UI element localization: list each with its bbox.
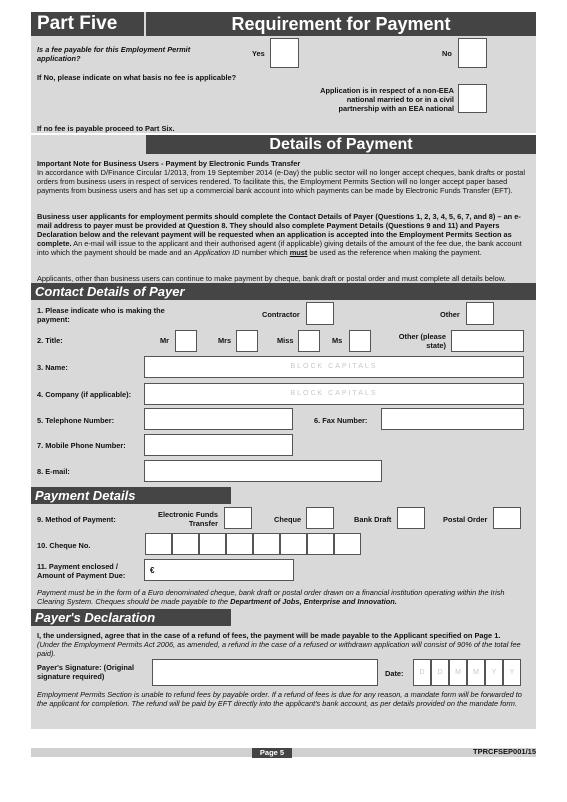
- signature-field[interactable]: [152, 659, 378, 686]
- business-users-bold: Business user applicants for employment permits should complete the Contact Details of Payer (Questions 1, 2, 3, 4, 5, 6, 7, and 8) – an e-mail address to payer must be provided at Question 8. They should also complete Payment Details (Questions 9 and 11) and Payers Declaration below and the relevant payment will be requested when an application is accepted into the Employment Permits Section as complete.: [37, 212, 521, 248]
- cheque-digit-box[interactable]: [145, 533, 172, 555]
- date-digit-box[interactable]: Y: [485, 659, 503, 686]
- date-label: Date:: [385, 669, 404, 678]
- date-digit-box[interactable]: M: [467, 659, 485, 686]
- q4-label: 4. Company (if applicable):: [37, 390, 132, 399]
- bank-draft-checkbox[interactable]: [397, 507, 425, 529]
- declaration-note: (Under the Employment Permits Act 2006, as amended, a refund in the case of a refused or withdrawn application will consist of 90% of the total fee paid).: [37, 640, 521, 658]
- form-code: TPRCFSEP001/15: [473, 747, 536, 756]
- payment-details-header: Payment Details: [31, 487, 231, 504]
- q1-label: 1. Please indicate who is making the payment:: [37, 306, 165, 324]
- non-eea-label: Application is in respect of a non-EEA national married to or in a civil partnership with an EEA national: [320, 86, 454, 113]
- payment-note: [37, 588, 530, 606]
- application-id-text: Application ID: [193, 248, 240, 257]
- postal-order-checkbox[interactable]: [493, 507, 521, 529]
- q7-label: 7. Mobile Phone Number:: [37, 441, 126, 450]
- cheque-checkbox[interactable]: [306, 507, 334, 529]
- mr-label: Mr: [160, 336, 170, 345]
- cheque-digit-box[interactable]: [172, 533, 199, 555]
- postal-order-label: Postal Order: [443, 515, 488, 524]
- fax-field[interactable]: [381, 408, 524, 430]
- company-field[interactable]: BLOCK CAPITALS: [144, 383, 524, 405]
- q5-label: 5. Telephone Number:: [37, 416, 115, 425]
- cheque-digit-box[interactable]: [280, 533, 307, 555]
- q11-label: 11. Payment enclosed / Amount of Payment Due:: [37, 562, 126, 580]
- signature-label: Payer's Signature: (Original signature required): [37, 663, 135, 681]
- cheque-digit-box[interactable]: [253, 533, 280, 555]
- business-users-rest-3: be used as the reference when making the payment.: [307, 248, 482, 257]
- cheque-digit-box[interactable]: [199, 533, 226, 555]
- other-title-field[interactable]: [451, 330, 524, 352]
- business-users-note: [37, 212, 530, 257]
- eft-label: Electronic Funds Transfer: [158, 510, 218, 528]
- date-digit-box[interactable]: D: [413, 659, 431, 686]
- eft-note-body: In accordance with D/Finance Circular 1/2013, from 19 September 2014 (e-Day) the public sector will no longer accept cheques, bank drafts or postal orders from business users in respect of services rendered. To facilitate this, the Employment Permits Section will no longer accept paper based payments from business users and has set up a commercial bank account into which payments can be made by Electronic Funds Transfer (EFT).: [37, 168, 526, 195]
- date-digit-box[interactable]: Y: [503, 659, 521, 686]
- date-digit-box[interactable]: D: [431, 659, 449, 686]
- no-label: No: [442, 49, 452, 58]
- q6-label: 6. Fax Number:: [314, 416, 368, 425]
- q2-label: 2. Title:: [37, 336, 63, 345]
- refund-note: Employment Permits Section is unable to refund fees by payable order. If a refund of fees is due for any reason, a mandate form will be forwarded to the applicant for completion. The refund will be paid by EFT directly into the applicant's bank account, as per details provided on the mandate form.: [37, 690, 522, 708]
- details-title: Details of Payment: [146, 135, 536, 154]
- basis-question: If No, please indicate on what basis no fee is applicable?: [37, 73, 237, 82]
- ms-label: Ms: [332, 336, 343, 345]
- contractor-checkbox[interactable]: [306, 302, 334, 325]
- must-text: must: [289, 248, 308, 257]
- proceed-note: If no fee is payable proceed to Part Six.: [37, 124, 175, 133]
- other-payer-checkbox[interactable]: [466, 302, 494, 325]
- part-label: Part Five: [31, 12, 144, 36]
- telephone-field[interactable]: [144, 408, 293, 430]
- cheque-label: Cheque: [274, 515, 302, 524]
- amount-field[interactable]: [144, 559, 294, 581]
- yes-label: Yes: [252, 49, 265, 58]
- cheque-digit-box[interactable]: [334, 533, 361, 555]
- non-eea-checkbox[interactable]: [458, 84, 487, 113]
- mrs-label: Mrs: [218, 336, 232, 345]
- fee-question: Is a fee payable for this Employment Permit application?: [37, 45, 191, 63]
- euro-symbol: €: [150, 566, 155, 575]
- payment-note-bold: Department of Jobs, Enterprise and Innovation.: [230, 597, 397, 606]
- name-field[interactable]: BLOCK CAPITALS: [144, 356, 524, 378]
- business-users-rest-1: An e-mail will issue to the applicant and their authorised agent (if applicable) giving details of the amount of the fee due, the bank account into which the payment should be made and an: [37, 239, 522, 257]
- email-field[interactable]: [144, 460, 382, 482]
- q3-label: 3. Name:: [37, 363, 68, 372]
- eft-note-title: Important Note for Business Users - Payment by Electronic Funds Transfer: [37, 159, 301, 168]
- miss-label: Miss: [277, 336, 294, 345]
- bank-draft-label: Bank Draft: [354, 515, 392, 524]
- ms-checkbox[interactable]: [349, 330, 371, 352]
- eft-checkbox[interactable]: [224, 507, 252, 529]
- cheque-digit-box[interactable]: [226, 533, 253, 555]
- payment-note-text: Payment must be in the form of a Euro denominated cheque, bank draft or postal order drawn on a financial institution operating within the Irish Clearing System. Cheques should be made payable to the: [37, 588, 505, 606]
- contractor-label: Contractor: [262, 310, 300, 319]
- fee-no-checkbox[interactable]: [458, 38, 487, 68]
- business-users-rest-2: number which: [239, 248, 290, 257]
- date-digit-box[interactable]: M: [449, 659, 467, 686]
- miss-checkbox[interactable]: [298, 330, 320, 352]
- mobile-field[interactable]: [144, 434, 293, 456]
- other-label: Other: [440, 310, 460, 319]
- declaration-text: I, the undersigned, agree that in the case of a refund of fees, the payment will be made payable to the Applicant specified on Page 1.: [37, 631, 501, 640]
- contact-details-header: Contact Details of Payer: [31, 283, 536, 300]
- other-state-label: Other (please state): [398, 332, 446, 350]
- fee-yes-checkbox[interactable]: [270, 38, 299, 68]
- q9-label: 9. Method of Payment:: [37, 515, 116, 524]
- q10-label: 10. Cheque No.: [37, 541, 91, 550]
- declaration-header: Payer's Declaration: [31, 609, 231, 626]
- page-number: Page 5: [252, 748, 292, 758]
- part-title: Requirement for Payment: [146, 12, 536, 36]
- other-applicants-note: Applicants, other than business users can continue to make payment by cheque, bank draft or postal order and must complete all details below.: [37, 274, 506, 283]
- mr-checkbox[interactable]: [175, 330, 197, 352]
- q8-label: 8. E-mail:: [37, 467, 70, 476]
- cheque-digit-box[interactable]: [307, 533, 334, 555]
- mrs-checkbox[interactable]: [236, 330, 258, 352]
